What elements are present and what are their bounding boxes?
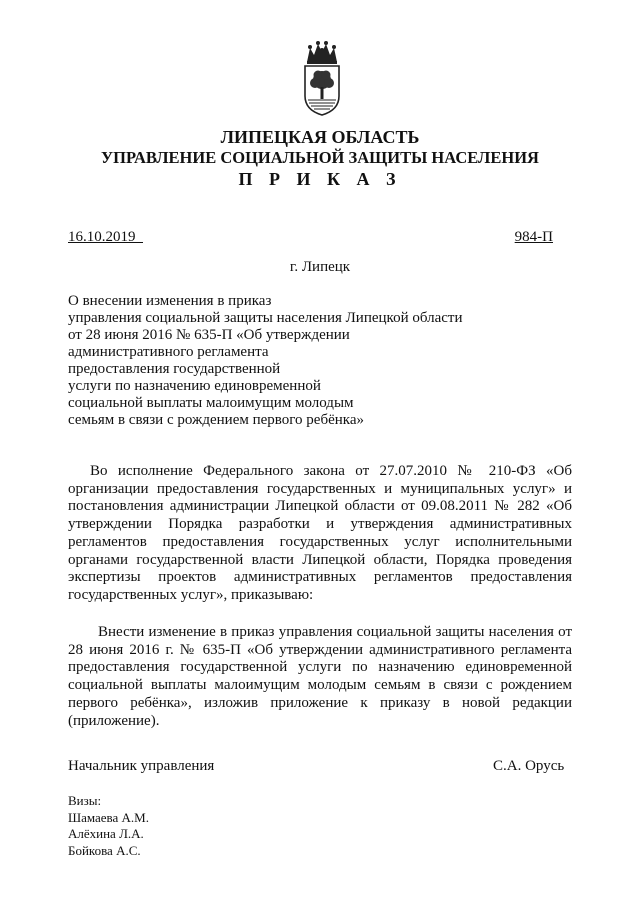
visa-name: Бойкова А.С. <box>68 842 141 858</box>
order-number: 984-П <box>514 229 553 245</box>
order-paragraph: Внести изменение в приказ управления социальной защиты населения от 28 июня 2016 г. № 635-П «Об утверждении административного регламента предоставления государственной услуги по назначению единовременной социальной выплаты малоимущим молодым семьям в связи с рождением первого ребёнка», изложив приложение к приказу в новой редакции (приложение). <box>68 624 572 729</box>
subject-line: управления социальной защиты населения Липецкой области <box>68 310 463 326</box>
order-subject <box>68 293 462 429</box>
subject-line: услуги по назначению единовременной <box>68 378 321 394</box>
department-heading: УПРАВЛЕНИЕ СОЦИАЛЬНОЙ ЗАЩИТЫ НАСЕЛЕНИЯ <box>101 148 539 167</box>
subject-line: от 28 июня 2016 № 635-П «Об утверждении <box>68 327 350 343</box>
coat-of-arms-emblem <box>301 40 343 116</box>
visa-name: Шамаева А.М. <box>68 809 149 825</box>
region-heading: ЛИПЕЦКАЯ ОБЛАСТЬ <box>220 127 420 147</box>
subject-line: О внесении изменения в приказ <box>68 293 272 309</box>
preamble-paragraph: Во исполнение Федерального закона от 27.07.2010 № 210-ФЗ «Об организации предоставления государственных и муниципальных услуг» и постановления администрации Липецкой области от 09.08.2011 № 282 «Об утверждении Порядка разработки и утверждения административных регламентов предоставления государственных услуг исполнительными органами государственной власти Липецкой области, Порядка проведения экспертизы проектов административных регламентов предоставления государственных услуг», приказываю: <box>68 463 572 603</box>
signatory-title: Начальник управления <box>68 758 215 774</box>
signatory-name: С.А. Орусь <box>493 758 565 774</box>
document-type-heading: П Р И К А З <box>238 169 402 189</box>
subject-line: административного регламента <box>68 344 269 360</box>
city-line: г. Липецк <box>289 259 351 275</box>
subject-line: семьям в связи с рождением первого ребёнка» <box>68 412 364 428</box>
visa-name: Алёхина Л.А. <box>68 826 144 841</box>
visas-label: Визы: <box>68 793 102 808</box>
visas-block <box>68 793 149 859</box>
subject-line: социальной выплаты малоимущим молодым <box>68 395 354 411</box>
subject-line: предоставления государственной <box>68 361 281 377</box>
order-date: 16.10.2019 <box>68 229 143 245</box>
